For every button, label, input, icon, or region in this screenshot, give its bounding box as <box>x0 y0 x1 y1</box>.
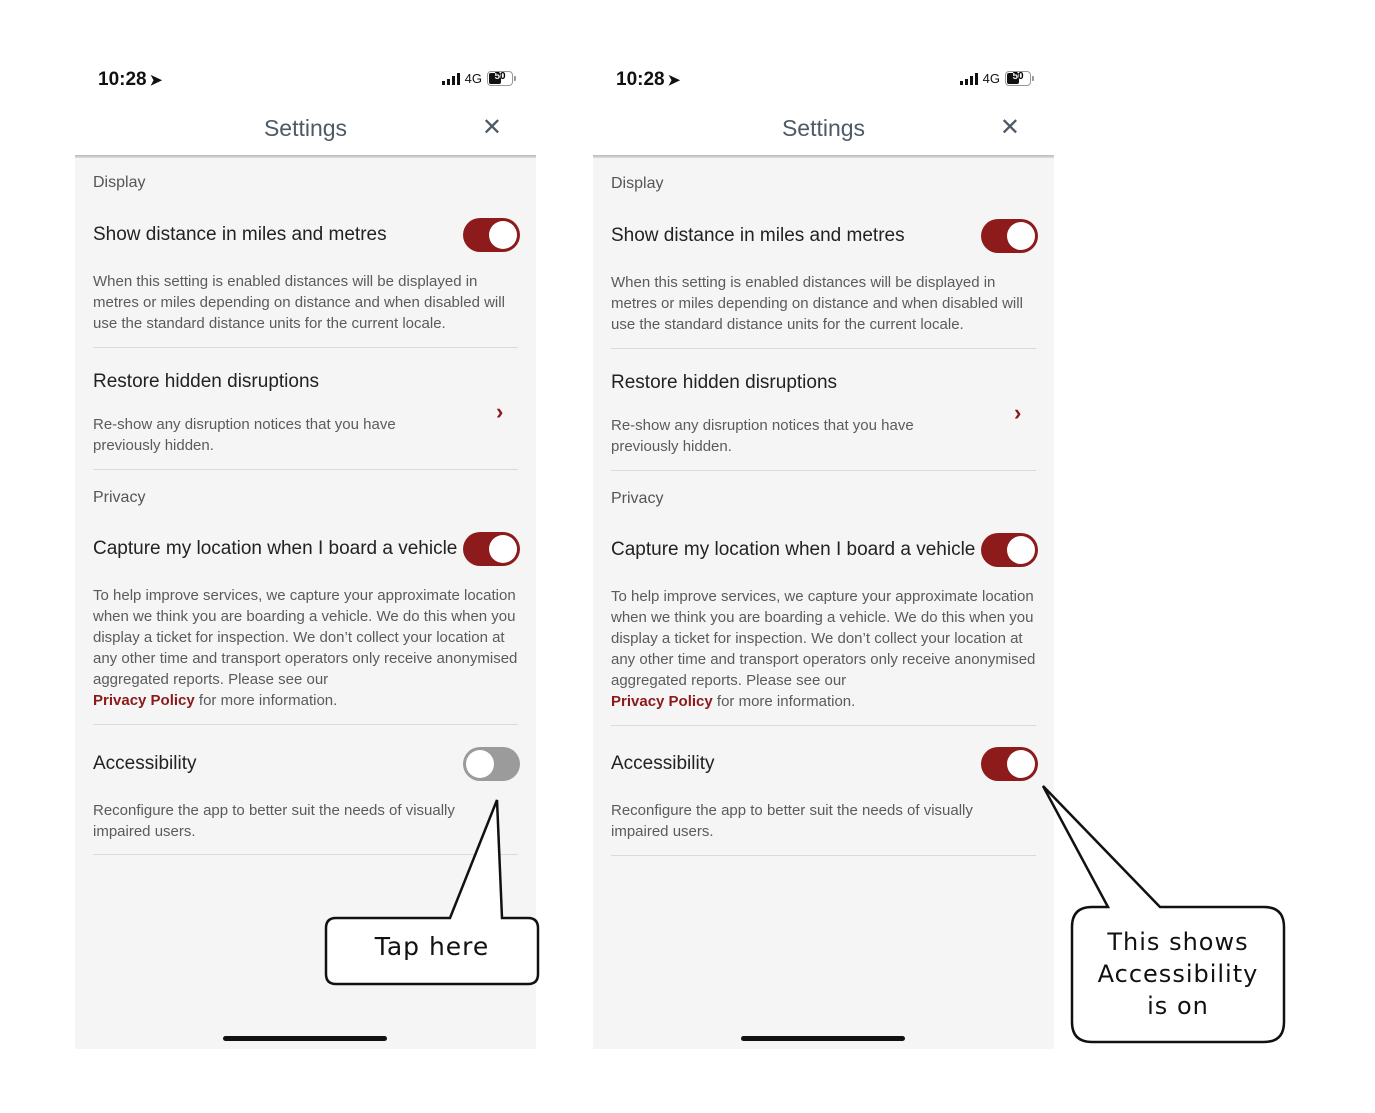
accessibility-on-callout-text <box>1074 926 1282 1022</box>
capture-location-title: Capture my location when I board a vehicle <box>93 538 458 559</box>
accessibility-description: Reconfigure the app to better suit the needs of visually impaired users. <box>611 802 973 840</box>
callout-line: is on <box>1147 992 1209 1020</box>
section-privacy: Privacy <box>611 490 664 507</box>
accessibility-description: Reconfigure the app to better suit the needs of visually impaired users. <box>93 802 455 840</box>
location-arrow-icon: ➤ <box>667 72 681 89</box>
close-icon[interactable]: ✕ <box>481 114 502 141</box>
page-title: Settings <box>781 115 866 141</box>
accessibility-title: Accessibility <box>93 753 197 774</box>
page-title: Settings <box>263 115 348 141</box>
accessibility-title: Accessibility <box>611 753 715 774</box>
privacy-policy-link[interactable]: Privacy Policy <box>611 693 713 710</box>
restore-disruptions-description: Re-show any disruption notices that you have previously hidden. <box>93 416 396 454</box>
status-time: 10:28 ➤ <box>98 69 163 90</box>
distance-setting-description: When this setting is enabled distances will be displayed in metres or miles depending on distance and when disabled will use the standard distance units for the current locale. <box>93 273 505 332</box>
privacy-policy-link[interactable]: Privacy Policy <box>93 692 195 709</box>
restore-disruptions-title[interactable]: Restore hidden disruptions <box>93 371 320 392</box>
distance-setting-title: Show distance in miles and metres <box>93 224 387 245</box>
capture-location-title: Capture my location when I board a vehicle <box>611 539 976 560</box>
capture-location-description: To help improve services, we capture your approximate location when we think you are boarding a vehicle. We do this when you display a ticket for inspection. We don’t collect your location at any other time and transport operators only receive anonymised aggregated reports. Please see our Privacy Policy for more information. <box>93 587 518 709</box>
restore-disruptions-title[interactable]: Restore hidden disruptions <box>611 372 838 393</box>
restore-disruptions-description: Re-show any disruption notices that you have previously hidden. <box>611 417 914 455</box>
chevron-right-icon[interactable]: › <box>496 399 504 424</box>
section-privacy: Privacy <box>93 489 146 506</box>
battery-level: 50 <box>1012 71 1024 82</box>
capture-location-description: To help improve services, we capture your approximate location when we think you are boarding a vehicle. We do this when you display a ticket for inspection. We don’t collect your location at any other time and transport operators only receive anonymised aggregated reports. Please see our Privacy Policy for more information. <box>611 588 1036 710</box>
chevron-right-icon[interactable]: › <box>1014 400 1022 425</box>
status-time: 10:28 ➤ <box>616 69 681 90</box>
section-display: Display <box>611 175 664 192</box>
network-type: 4G <box>464 71 482 86</box>
tap-here-callout-text: Tap here <box>374 932 490 961</box>
callout-line: Accessibility <box>1097 960 1259 988</box>
distance-setting-title: Show distance in miles and metres <box>611 225 905 246</box>
battery-level: 50 <box>494 71 506 82</box>
network-type: 4G <box>982 71 1000 86</box>
callout-line: This shows <box>1107 928 1249 956</box>
distance-setting-description: When this setting is enabled distances will be displayed in metres or miles depending on distance and when disabled will use the standard distance units for the current locale. <box>611 274 1023 333</box>
section-display: Display <box>93 174 146 191</box>
close-icon[interactable]: ✕ <box>999 114 1020 141</box>
location-arrow-icon: ➤ <box>149 72 163 89</box>
